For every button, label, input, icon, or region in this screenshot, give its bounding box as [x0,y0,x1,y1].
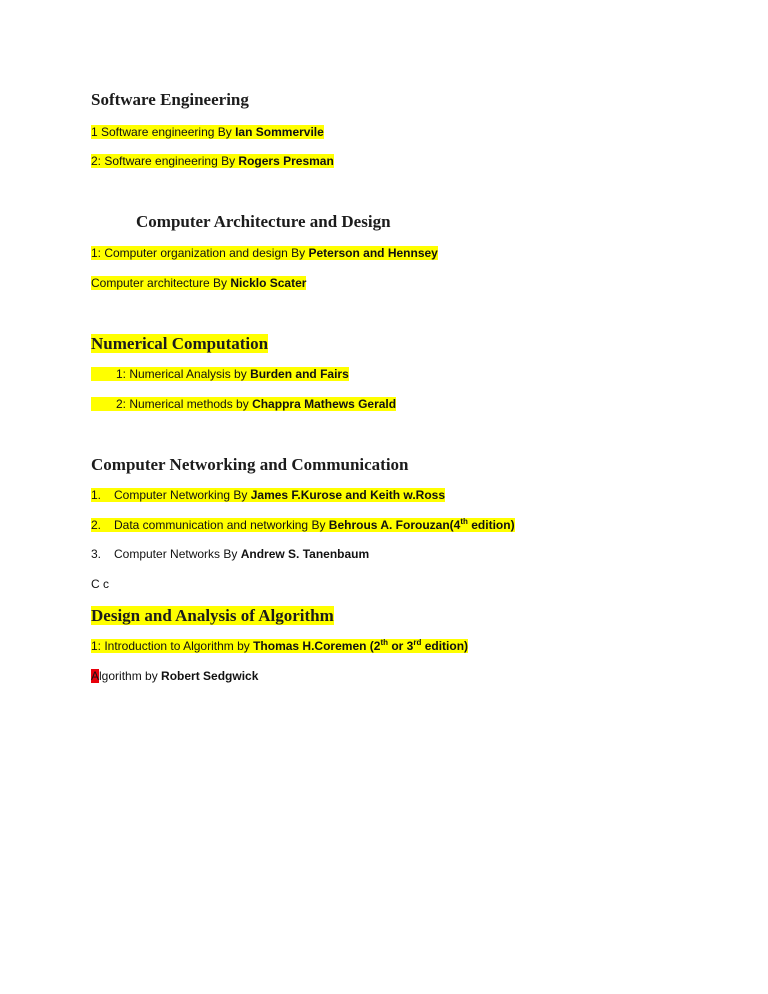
heading-numerical-computation: Numerical Computation [91,334,269,353]
heading-computer-networking: Computer Networking and Communication [91,455,409,474]
list-item: 1: Computer organization and design By Peterson and Hennsey [91,246,438,260]
heading-design-analysis-algorithm: Design and Analysis of Algorithm [91,606,334,625]
heading-software-engineering: Software Engineering [91,90,249,109]
stray-text: C c [91,577,109,591]
red-highlighted-letter: A [91,669,100,683]
list-item: 2: Software engineering By Rogers Presman [91,154,334,168]
heading-computer-architecture: Computer Architecture and Design [136,212,391,231]
list-item: 2. Data communication and networking By Behrous A. Forouzan(4th edition) [91,517,515,532]
list-item: Computer architecture By Nicklo Scater [91,276,307,290]
list-item: 1: Numerical Analysis by Burden and Fairs [91,367,349,381]
list-item: 1 Software engineering By Ian Sommervile [91,125,324,139]
list-item: 3. Computer Networks By Andrew S. Tanenbaum [91,547,370,561]
list-item: Algorithm by Robert Sedgwick [91,669,259,683]
list-item: 1. Computer Networking By James F.Kurose and Keith w.Ross [91,488,445,502]
list-item: 2: Numerical methods by Chappra Mathews Gerald [91,397,396,411]
list-item: 1: Introduction to Algorithm by Thomas H.Coremen (2th or 3rd edition) [91,638,469,653]
